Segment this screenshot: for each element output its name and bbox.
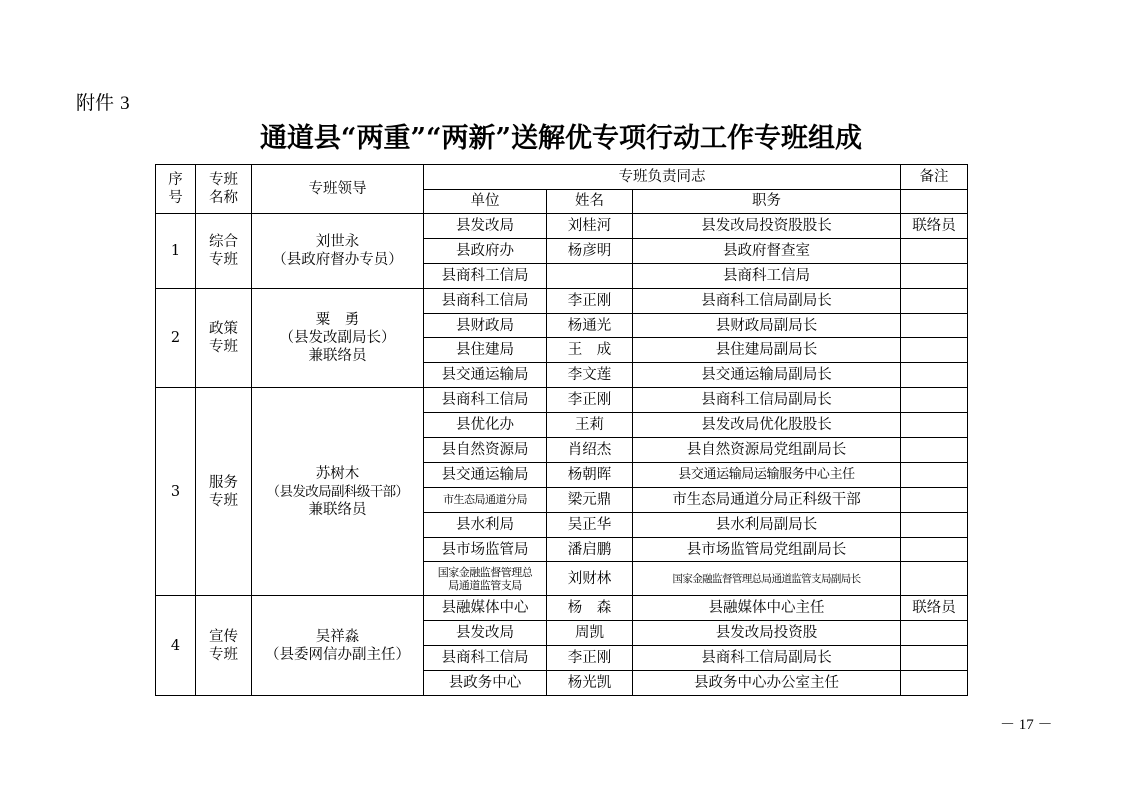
header-note-blank xyxy=(901,189,968,214)
cell-unit: 县商科工信局 xyxy=(424,388,547,413)
cell-unit: 县交通运输局 xyxy=(424,462,547,487)
header-seq: 序 号 xyxy=(156,165,196,214)
cell-unit: 县自然资源局 xyxy=(424,438,547,463)
group-seq: 1 xyxy=(156,214,196,289)
header-class-name: 专班 名称 xyxy=(196,165,252,214)
cell-position: 县交通运输局运输服务中心主任 xyxy=(633,462,901,487)
cell-note xyxy=(901,338,968,363)
cell-unit: 县市场监管局 xyxy=(424,537,547,562)
group-name: 服务 专班 xyxy=(196,388,252,596)
cell-position: 县发改局优化股股长 xyxy=(633,413,901,438)
cell-unit: 县政府办 xyxy=(424,238,547,263)
header-responsible: 专班负责同志 xyxy=(424,165,901,190)
cell-unit: 县融媒体中心 xyxy=(424,596,547,621)
cell-unit: 县商科工信局 xyxy=(424,646,547,671)
cell-name: 杨通光 xyxy=(547,313,633,338)
cell-note xyxy=(901,388,968,413)
cell-position: 县财政局副局长 xyxy=(633,313,901,338)
cell-name: 梁元鼎 xyxy=(547,487,633,512)
attachment-number: 3 xyxy=(120,93,130,114)
group-seq: 3 xyxy=(156,388,196,596)
cell-name: 肖绍杰 xyxy=(547,438,633,463)
cell-note xyxy=(901,462,968,487)
cell-position: 县商科工信局 xyxy=(633,263,901,288)
cell-position: 县水利局副局长 xyxy=(633,512,901,537)
cell-name: 李正刚 xyxy=(547,288,633,313)
cell-note xyxy=(901,238,968,263)
cell-unit: 县发改局 xyxy=(424,621,547,646)
group-name: 综合 专班 xyxy=(196,214,252,289)
cell-name: 杨朝晖 xyxy=(547,462,633,487)
cell-name: 王 成 xyxy=(547,338,633,363)
cell-unit: 县交通运输局 xyxy=(424,363,547,388)
cell-position: 县商科工信局副局长 xyxy=(633,388,901,413)
table-row xyxy=(156,214,968,239)
cell-name xyxy=(547,263,633,288)
cell-note xyxy=(901,288,968,313)
task-force-table xyxy=(155,164,968,696)
group-name: 政策 专班 xyxy=(196,288,252,388)
cell-note xyxy=(901,313,968,338)
cell-position: 县住建局副局长 xyxy=(633,338,901,363)
cell-name: 王莉 xyxy=(547,413,633,438)
cell-unit: 县水利局 xyxy=(424,512,547,537)
cell-position: 县发改局投资股股长 xyxy=(633,214,901,239)
cell-note xyxy=(901,413,968,438)
cell-note xyxy=(901,512,968,537)
cell-name: 周凯 xyxy=(547,621,633,646)
cell-position: 市生态局通道分局正科级干部 xyxy=(633,487,901,512)
cell-name: 李文莲 xyxy=(547,363,633,388)
cell-position: 县发改局投资股 xyxy=(633,621,901,646)
cell-position: 县政务中心办公室主任 xyxy=(633,671,901,696)
group-leader: 苏树木 （县发改局副科级干部） 兼联络员 xyxy=(252,388,424,596)
cell-position: 县市场监管局党组副局长 xyxy=(633,537,901,562)
cell-note xyxy=(901,621,968,646)
table-row xyxy=(156,596,968,621)
cell-position: 国家金融监督管理总局通道监管支局副局长 xyxy=(633,562,901,596)
group-seq: 4 xyxy=(156,596,196,696)
cell-name: 刘财林 xyxy=(547,562,633,596)
cell-unit: 县政务中心 xyxy=(424,671,547,696)
cell-note xyxy=(901,263,968,288)
cell-unit: 县财政局 xyxy=(424,313,547,338)
header-leader: 专班领导 xyxy=(252,165,424,214)
table-row xyxy=(156,388,968,413)
cell-position: 县商科工信局副局长 xyxy=(633,288,901,313)
cell-unit: 县住建局 xyxy=(424,338,547,363)
group-name: 宣传 专班 xyxy=(196,596,252,696)
cell-position: 县交通运输局副局长 xyxy=(633,363,901,388)
cell-unit: 市生态局通道分局 xyxy=(424,487,547,512)
cell-position: 县融媒体中心主任 xyxy=(633,596,901,621)
group-leader: 吴祥淼 （县委网信办副主任） xyxy=(252,596,424,696)
document-title: 通道县“两重”“两新”送解优专项行动工作专班组成 xyxy=(259,123,863,154)
cell-note xyxy=(901,646,968,671)
cell-position: 县自然资源局党组副局长 xyxy=(633,438,901,463)
cell-name: 刘桂河 xyxy=(547,214,633,239)
cell-name: 杨 森 xyxy=(547,596,633,621)
attachment-text: 附件 xyxy=(76,92,115,114)
cell-name: 杨光凯 xyxy=(547,671,633,696)
cell-unit: 县发改局 xyxy=(424,214,547,239)
group-leader: 刘世永 （县政府督办专员） xyxy=(252,214,424,289)
cell-name: 李正刚 xyxy=(547,646,633,671)
cell-note: 联络员 xyxy=(901,214,968,239)
attachment-label xyxy=(76,88,130,115)
cell-note xyxy=(901,438,968,463)
header-row-1 xyxy=(156,165,968,190)
table-row xyxy=(156,288,968,313)
group-seq: 2 xyxy=(156,288,196,388)
cell-unit: 国家金融监督管理总 局通道监管支局 xyxy=(424,562,547,596)
cell-unit: 县优化办 xyxy=(424,413,547,438)
cell-name: 杨彦明 xyxy=(547,238,633,263)
header-position: 职务 xyxy=(633,189,901,214)
cell-note xyxy=(901,487,968,512)
cell-unit: 县商科工信局 xyxy=(424,263,547,288)
header-unit: 单位 xyxy=(424,189,547,214)
cell-name: 李正刚 xyxy=(547,388,633,413)
cell-position: 县政府督查室 xyxy=(633,238,901,263)
header-name: 姓名 xyxy=(547,189,633,214)
cell-name: 吴正华 xyxy=(547,512,633,537)
cell-note xyxy=(901,537,968,562)
page-number: － 17 － xyxy=(1000,717,1053,733)
cell-note: 联络员 xyxy=(901,596,968,621)
header-note: 备注 xyxy=(901,165,968,190)
cell-position: 县商科工信局副局长 xyxy=(633,646,901,671)
cell-unit: 县商科工信局 xyxy=(424,288,547,313)
cell-note xyxy=(901,562,968,596)
cell-note xyxy=(901,671,968,696)
cell-note xyxy=(901,363,968,388)
cell-name: 潘启鹏 xyxy=(547,537,633,562)
group-leader: 粟 勇 （县发改副局长） 兼联络员 xyxy=(252,288,424,388)
